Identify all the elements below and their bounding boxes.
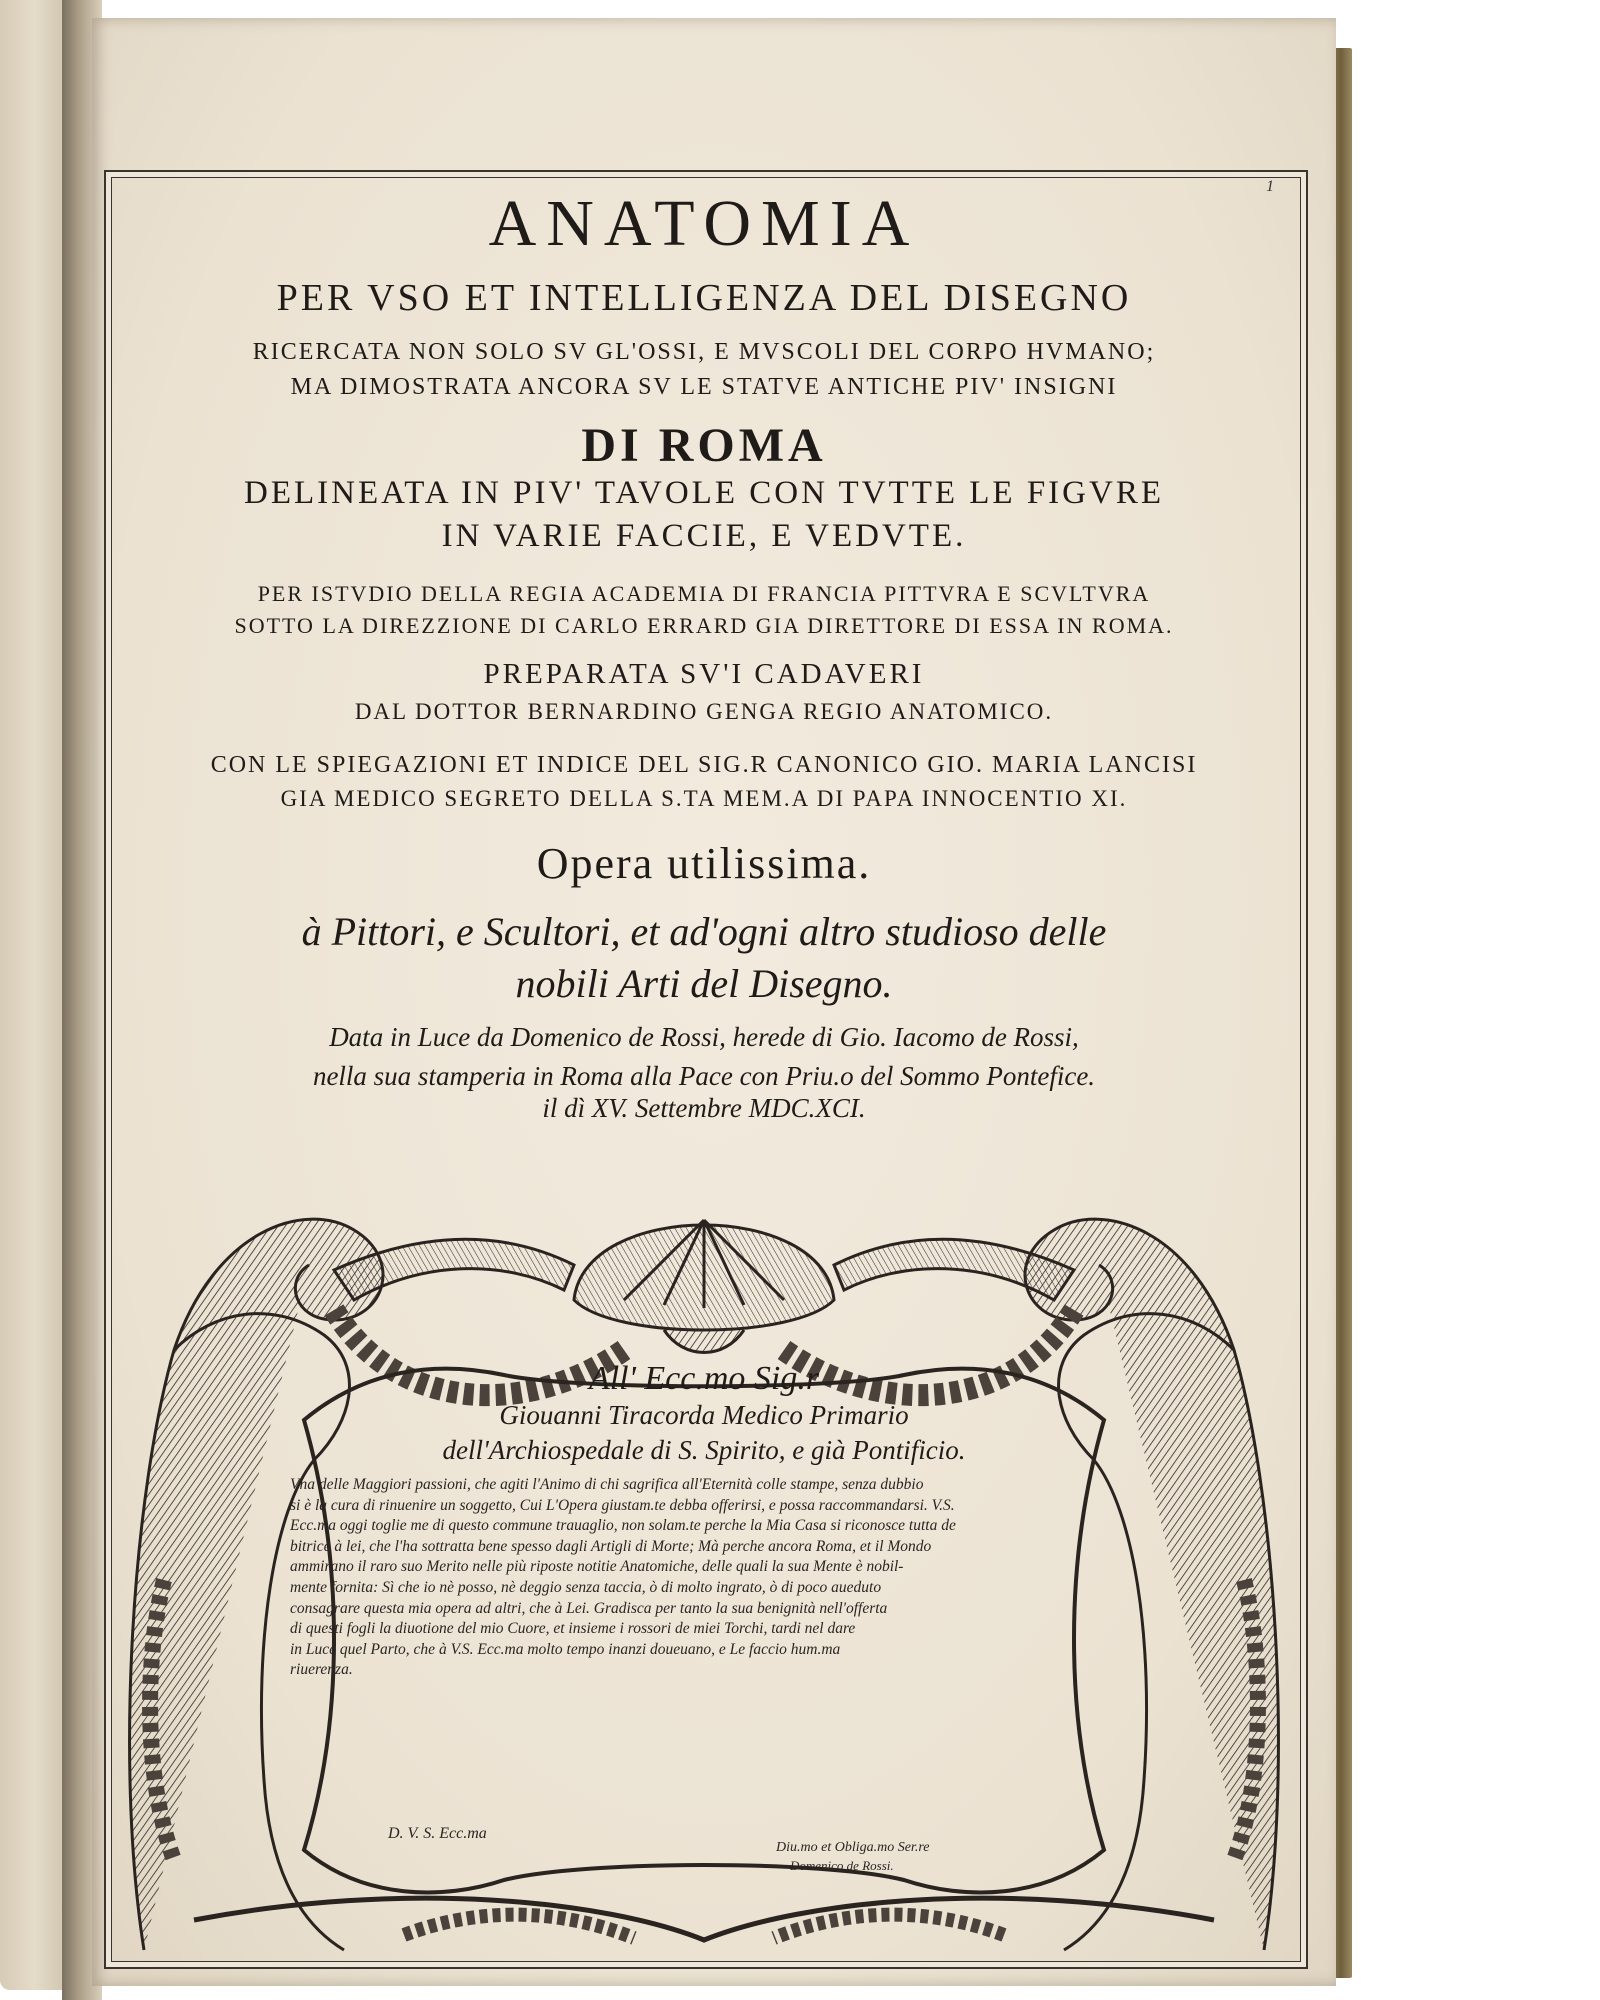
dedication-body-line: riuerenza. [290,1661,353,1679]
dedication-address: All' Ecc.mo Sig.r [588,1360,820,1397]
closing-left: D. V. S. Ecc.ma [388,1825,487,1842]
title-line: PER VSO ET INTELLIGENZA DEL DISEGNO [276,277,1132,319]
dedication-body-line: Vna delle Maggiori passioni, che agiti l'Animo di chi sagrifica all'Eternità colle stampe, senza dubbio [290,1476,924,1493]
title-line: PREPARATA SV'I CADAVERI [483,658,925,690]
imprint-line: Data in Luce da Domenico de Rossi, herede di Gio. Iacomo de Rossi, [329,1022,1079,1052]
dedication-body-line: bitrice à lei, che l'ha sottratta bene spesso dagli Artigli di Morte; Mà perche ancora Roma, et il Mondo [290,1537,932,1555]
title-line: PER ISTVDIO DELLA REGIA ACADEMIA DI FRANCIA PITTVRA E SCVLTVRA [257,581,1151,606]
imprint-line: nella sua stamperia in Roma alla Pace con Priu.o del Sommo Pontefice. [312,1061,1096,1091]
dedication-body-line: Ecc.ma oggi toglie me di questo commune trauaglio, non solam.te perche la Mia Casa si riconosce tutta de [290,1517,956,1535]
title-line: RICERCATA NON SOLO SV GL'OSSI, E MVSCOLI DEL CORPO HVMANO; [252,339,1156,365]
title-line: DAL DOTTOR BERNARDINO GENGA REGIO ANATOMICO. [354,699,1054,724]
dedication-body-line: ammirano il raro suo Merito nelle più riposte notitie Anatomiche, delle quali la sua Mente è nobil- [290,1558,904,1576]
dedication-name: Giouanni Tiracorda Medico Primario [499,1400,909,1430]
title-line: CON LE SPIEGAZIONI ET INDICE DEL SIG.R CANONICO GIO. MARIA LANCISI [210,752,1198,778]
dedication-body-line: consagrare questa mia opera ad altri, che à Lei. Gradisca per tanto la sua benignità nell'offerta [290,1599,888,1617]
closing-right: Diu.mo et Obliga.mo Ser.re [776,1840,930,1855]
dedication-body-line: si è la cura di rinuenire un soggetto, Cui L'Opera giustam.te debba offerirsi, e possa raccommandarsi. V.S. [290,1496,955,1514]
dedication-body-line: di questi fogli la diuotione del mio Cuore, et insieme i rossori de miei Torchi, tardi nel dare [290,1620,856,1638]
title-line-opera: Opera utilissima. [536,839,872,888]
title-main: ANATOMIA [488,187,920,260]
dedication-body [290,1475,1280,1681]
title-line-script: nobili Arti del Disegno. [515,961,893,1006]
title-line-roma: DI ROMA [581,419,827,472]
dedication-body-line: mente fornita: Sì che io nè posso, nè deggio senza taccia, ò di molto ingrato, ò di poco aueduto [290,1578,882,1596]
closing-signature: Domenico de Rossi. [790,1858,894,1873]
dedication-body-line: in Luce quel Parto, che à V.S. Ecc.ma molto tempo inanzi doueuano, e Le faccio hum.ma [290,1640,841,1658]
title-line: IN VARIE FACCIE, E VEDVTE. [441,518,967,554]
title-line: GIA MEDICO SEGRETO DELLA S.TA MEM.A DI PAPA INNOCENTIO XI. [280,786,1128,811]
title-line: DELINEATA IN PIV' TAVOLE CON TVTTE LE FIGVRE [243,475,1165,511]
imprint-date: il dì XV. Settembre MDC.XCI. [542,1093,866,1123]
title-line: SOTTO LA DIREZZIONE DI CARLO ERRARD GIA DIRETTORE DI ESSA IN ROMA. [234,613,1174,638]
title-line: MA DIMOSTRATA ANCORA SV LE STATVE ANTICHE PIV' INSIGNI [290,374,1118,400]
folio-number: 1 [1266,178,1274,195]
dedication-title: dell'Archiospedale di S. Spirito, e già Pontificio. [442,1435,966,1465]
title-line-script: à Pittori, e Scultori, et ad'ogni altro studioso delle [301,909,1107,954]
